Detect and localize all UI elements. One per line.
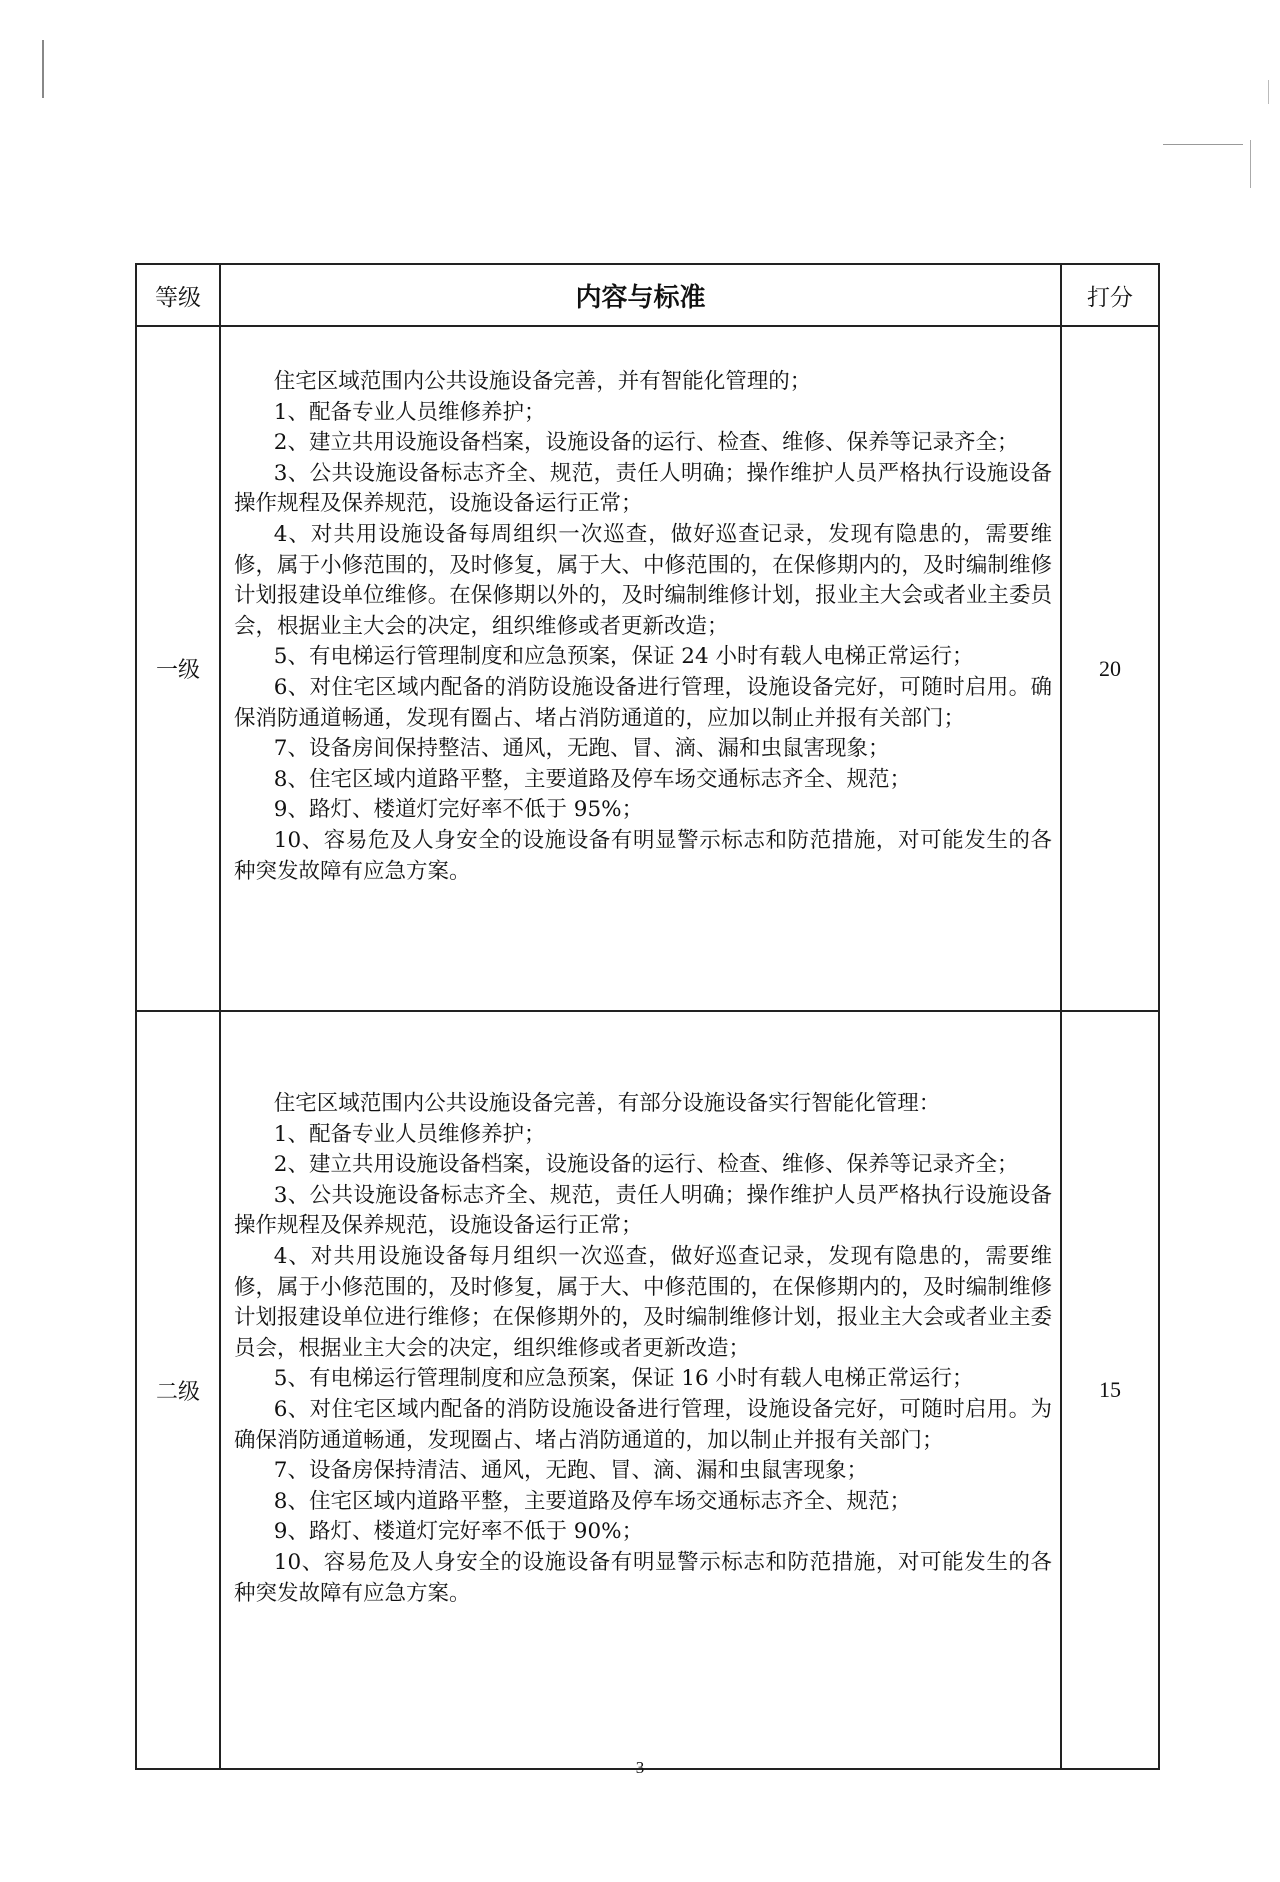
content-lead: 住宅区域范围内公共设施设备完善，并有智能化管理的； xyxy=(273,369,812,394)
content-item-1: 1、配备专业人员维修养护； xyxy=(273,399,546,425)
standards-table xyxy=(135,263,1160,1770)
scan-mark-left xyxy=(42,40,44,98)
content-item-3: 3、公共设施设备标志齐全、规范，责任人明确；操作维护人员严格执行设施设备操作规程及保养规范，设施设备运行正常； xyxy=(234,460,1052,517)
content-item-9: 9、路灯、楼道灯完好率不低于 95%； xyxy=(273,797,644,823)
scan-mark-right-vertical xyxy=(1250,140,1251,188)
page-number: 3 xyxy=(635,1758,645,1777)
content-item-4: 4、对共用设施设备每周组织一次巡查，做好巡查记录，发现有隐患的，需要维修，属于小修范围的，及时修复，属于大、中修范围的，在保修期内的，及时编制维修计划报建设单位维修。在保修期以外的，及时编制维修计划，报业主大会或者业主委员会，根据业主大会的决定，组织维修或者更新改造； xyxy=(234,521,1052,639)
header-content: 内容与标准 xyxy=(220,264,1061,326)
content-item-2: 2、建立共用设施设备档案，设施设备的运行、检查、维修、保养等记录齐全； xyxy=(273,430,1019,456)
content-cell xyxy=(220,326,1061,1011)
content-item-9: 9、路灯、楼道灯完好率不低于 90%； xyxy=(273,1519,644,1545)
content-item-4: 4、对共用设施设备每月组织一次巡查，做好巡查记录，发现有隐患的，需要维修，属于小修范围的，及时修复，属于大、中修范围的，在保修期内的，及时编制维修计划报建设单位进行维修；在保修期外的，及时编制维修计划，报业主大会或者业主委员会，根据业主大会的决定，组织维修或者更新改造； xyxy=(234,1243,1052,1361)
header-score: 打分 xyxy=(1061,264,1159,326)
scan-mark-right-tick xyxy=(1268,80,1269,104)
header-row xyxy=(136,264,1159,326)
header-grade: 等级 xyxy=(136,264,220,326)
content-item-5: 5、有电梯运行管理制度和应急预案，保证 16 小时有载人电梯正常运行； xyxy=(273,1366,974,1392)
content-item-8: 8、住宅区域内道路平整，主要道路及停车场交通标志齐全、规范； xyxy=(273,1488,911,1514)
table-row-grade-2 xyxy=(136,1011,1159,1769)
content-cell xyxy=(220,1011,1061,1769)
content-item-6: 6、对住宅区域内配备的消防设施设备进行管理，设施设备完好，可随时启用。确保消防通道畅通，发现有圈占、堵占消防通道的，应加以制止并报有关部门； xyxy=(234,674,1052,731)
content-item-10: 10、容易危及人身安全的设施设备有明显警示标志和防范措施，对可能发生的各种突发故障有应急方案。 xyxy=(234,1549,1052,1606)
grade-cell: 二级 xyxy=(136,1011,220,1769)
content-item-10: 10、容易危及人身安全的设施设备有明显警示标志和防范措施，对可能发生的各种突发故障有应急方案。 xyxy=(234,827,1052,884)
content-item-6: 6、对住宅区域内配备的消防设施设备进行管理，设施设备完好，可随时启用。为确保消防通道畅通，发现圈占、堵占消防通道的，加以制止并报有关部门； xyxy=(234,1396,1052,1453)
score-cell: 20 xyxy=(1061,326,1159,1011)
score-cell: 15 xyxy=(1061,1011,1159,1769)
grade-cell: 一级 xyxy=(136,326,220,1011)
content-item-5: 5、有电梯运行管理制度和应急预案，保证 24 小时有载人电梯正常运行； xyxy=(273,644,974,670)
content-item-1: 1、配备专业人员维修养护； xyxy=(273,1121,546,1147)
content-item-8: 8、住宅区域内道路平整，主要道路及停车场交通标志齐全、规范； xyxy=(273,766,911,792)
content-lead: 住宅区域范围内公共设施设备完善，有部分设施设备实行智能化管理： xyxy=(273,1091,941,1116)
scan-mark-right xyxy=(1163,144,1243,145)
content-item-3: 3、公共设施设备标志齐全、规范，责任人明确；操作维护人员严格执行设施设备操作规程及保养规范，设施设备运行正常； xyxy=(234,1182,1052,1239)
content-item-2: 2、建立共用设施设备档案，设施设备的运行、检查、维修、保养等记录齐全； xyxy=(273,1152,1019,1178)
content-item-7: 7、设备房保持清洁、通风，无跑、冒、滴、漏和虫鼠害现象； xyxy=(273,1458,868,1484)
content-item-7: 7、设备房间保持整洁、通风，无跑、冒、滴、漏和虫鼠害现象； xyxy=(273,736,890,762)
table-row-grade-1 xyxy=(136,326,1159,1011)
